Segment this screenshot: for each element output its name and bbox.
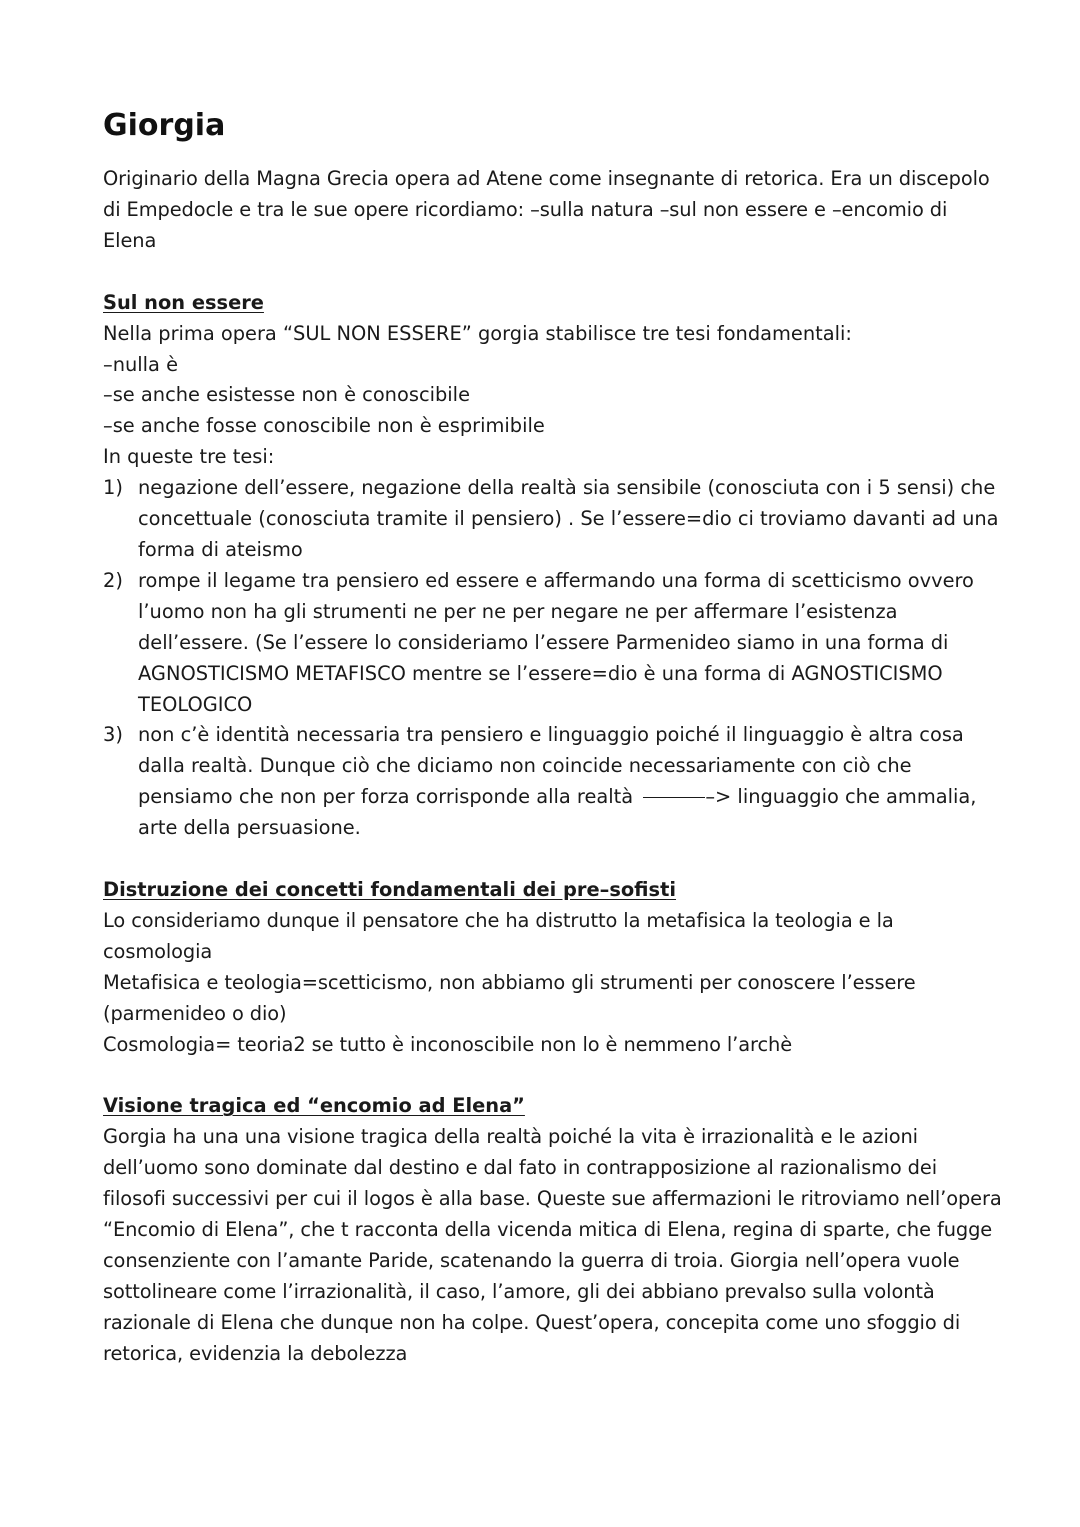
- section-distruzione: [103, 875, 1003, 1060]
- intro-paragraph: Originario della Magna Grecia opera ad Atene come insegnante di retorica. Era un discepolo di Empedocle e tra le sue opere ricordiamo: –sulla natura –sul non essere e –encomio di Elena: [103, 167, 990, 252]
- section-visione-tragica: [103, 1091, 1003, 1369]
- text-line: –se anche esistesse non è conoscibile: [103, 383, 471, 407]
- section-heading: Sul non essere: [103, 290, 264, 314]
- document-page: [103, 100, 1003, 1370]
- section-sul-non-essere: [103, 288, 1003, 844]
- text-line: Metafisica e teologia=scetticismo, non abbiamo gli strumenti per conoscere l’essere (parmenideo o dio): [103, 970, 916, 1025]
- text-line: –nulla è: [103, 352, 179, 376]
- list-item-text: non c’è identità necessaria tra pensiero e linguaggio poiché il linguaggio è altra cosa dalla realtà. Dunque ciò che diciamo non coincide necessariamente con ciò che pensiamo che non per forza corrisponde alla realtà: [138, 723, 964, 809]
- list-item-text-after: –> linguaggio che ammalia, arte della persuasione.: [138, 785, 977, 840]
- list-item: [103, 473, 1003, 566]
- section-paragraph: Gorgia ha una una visione tragica della realtà poiché la vita è irrazionalità e le azioni dell’uomo sono dominate dal destino e dal fato in contrapposizione al razionalismo dei filosofi successivi per cui il logos è alla base. Queste sue affermazioni le ritroviamo nell’opera “Encomio di Elena”, che t racconta della vicenda mitica di Elena, regina di sparte, che fugge consenziente con l’amante Paride, scatenando la guerra di troia. Giorgia nell’opera vuole sottolineare come l’irrazionalità, il caso, l’amore, gli dei abbiano prevalso sulla volontà razionale di Elena che dunque non ha colpe. Quest’opera, concepita come uno sfoggio di retorica, evidenzia la debolezza: [103, 1125, 1002, 1365]
- spacer: [103, 1060, 1003, 1091]
- document-title: Giorgia: [103, 108, 226, 143]
- arrow-line-icon: [643, 797, 705, 798]
- list-item-text: negazione dell’essere, negazione della realtà sia sensibile (conosciuta con i 5 sensi) che concettuale (conosciuta tramite il pensiero) . Se l’essere=dio ci troviamo davanti ad una forma di ateismo: [138, 476, 999, 561]
- list-number: 3): [103, 723, 123, 747]
- text-line: Cosmologia= teoria2 se tutto è inconoscibile non lo è nemmeno l’archè: [103, 1032, 793, 1056]
- list-number: 2): [103, 568, 123, 592]
- section-heading: Visione tragica ed “encomio ad Elena”: [103, 1094, 525, 1118]
- spacer: [103, 844, 1003, 875]
- theses-list: [103, 473, 1003, 844]
- list-item: [103, 720, 1003, 844]
- list-item: [103, 566, 1003, 721]
- list-number: 1): [103, 476, 123, 500]
- text-line: –se anche fosse conoscibile non è esprimibile: [103, 414, 545, 438]
- section-heading: Distruzione dei concetti fondamentali dei pre–sofisti: [103, 878, 677, 902]
- text-line: In queste tre tesi:: [103, 445, 275, 469]
- list-item-text: rompe il legame tra pensiero ed essere e affermando una forma di scetticismo ovvero l’uomo non ha gli strumenti ne per ne per negare ne per affermare l’esistenza dell’essere. (Se l’essere lo consideriamo l’essere Parmenideo siamo in una forma di AGNOSTICISMO METAFISCO mentre se l’essere=dio è una forma di AGNOSTICISMO TEOLOGICO: [138, 568, 974, 716]
- text-line: Nella prima opera “SUL NON ESSERE” gorgia stabilisce tre tesi fondamentali:: [103, 321, 852, 345]
- text-line: Lo consideriamo dunque il pensatore che ha distrutto la metafisica la teologia e la cosmologia: [103, 908, 894, 963]
- spacer: [103, 257, 1003, 288]
